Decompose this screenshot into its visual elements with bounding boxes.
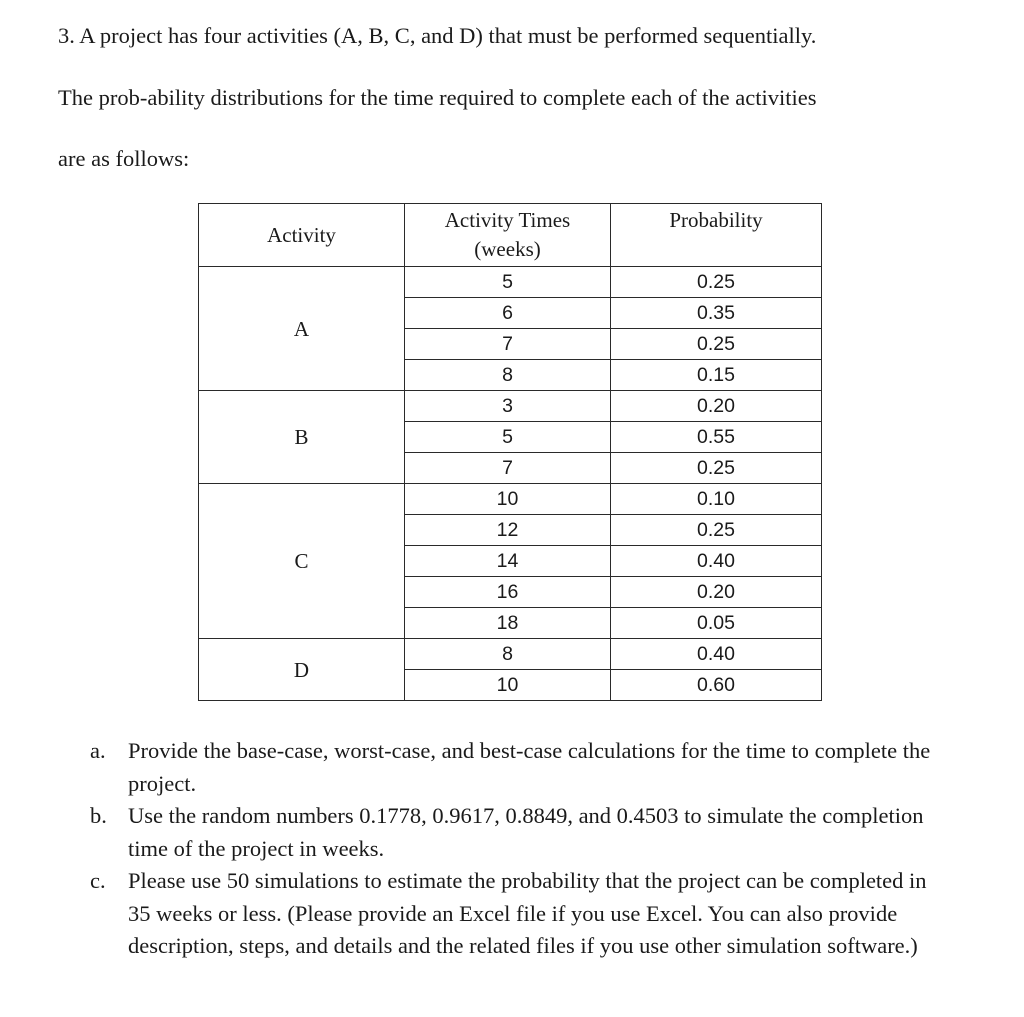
- table-row: [199, 484, 822, 515]
- activity-time-cell: 5: [405, 267, 611, 298]
- question-text: Use the random numbers 0.1778, 0.9617, 0.8849, and 0.4503 to simulate the completion time of the project in weeks.: [128, 803, 924, 861]
- activity-time-cell: 14: [405, 546, 611, 577]
- question-text: Provide the base-case, worst-case, and best-case calculations for the time to complete the project.: [128, 738, 931, 796]
- header-probability: Probability: [611, 204, 822, 267]
- table-body: [199, 267, 822, 701]
- activity-time-cell: 18: [405, 608, 611, 639]
- question-marker: c.: [90, 868, 106, 893]
- question-item: [90, 865, 950, 963]
- activity-time-cell: 7: [405, 453, 611, 484]
- activity-time-cell: 3: [405, 391, 611, 422]
- probability-cell: 0.25: [611, 453, 822, 484]
- probability-cell: 0.25: [611, 267, 822, 298]
- activity-time-cell: 7: [405, 329, 611, 360]
- activity-time-cell: 12: [405, 515, 611, 546]
- question-item: [90, 800, 950, 865]
- problem-intro-line-3: are as follows:: [58, 146, 190, 171]
- header-activity-times: [405, 204, 611, 267]
- probability-cell: 0.20: [611, 577, 822, 608]
- probability-cell: 0.60: [611, 670, 822, 701]
- probability-cell: 0.40: [611, 546, 822, 577]
- probability-cell: 0.55: [611, 422, 822, 453]
- probability-cell: 0.15: [611, 360, 822, 391]
- activity-time-cell: 8: [405, 360, 611, 391]
- probability-cell: 0.40: [611, 639, 822, 670]
- activity-distribution-table: [198, 203, 822, 701]
- question-marker: b.: [90, 803, 107, 828]
- header-activity: Activity: [199, 204, 405, 267]
- activity-name-cell: A: [199, 267, 405, 391]
- problem-intro-line-1: 3. A project has four activities (A, B, C, and D) that must be performed sequentially.: [58, 23, 817, 48]
- table-row: [199, 639, 822, 670]
- probability-cell: 0.10: [611, 484, 822, 515]
- table-row: [199, 391, 822, 422]
- probability-cell: 0.25: [611, 329, 822, 360]
- table-header-row: [199, 204, 822, 267]
- activity-time-cell: 6: [405, 298, 611, 329]
- question-marker: a.: [90, 738, 106, 763]
- activity-time-cell: 10: [405, 484, 611, 515]
- activity-time-cell: 5: [405, 422, 611, 453]
- activity-time-cell: 8: [405, 639, 611, 670]
- question-list: [90, 735, 950, 963]
- probability-cell: 0.05: [611, 608, 822, 639]
- table-row: [199, 267, 822, 298]
- question-text: Please use 50 simulations to estimate the probability that the project can be completed in 35 weeks or less. (Please provide an Excel file if you use Excel. You can also provide description, steps, and details and the related files if you use other simulation software.): [128, 868, 927, 958]
- probability-cell: 0.25: [611, 515, 822, 546]
- activity-name-cell: C: [199, 484, 405, 639]
- header-activity-times-line2: (weeks): [474, 237, 541, 261]
- activity-time-cell: 16: [405, 577, 611, 608]
- probability-cell: 0.20: [611, 391, 822, 422]
- probability-cell: 0.35: [611, 298, 822, 329]
- question-item: [90, 735, 950, 800]
- activity-time-cell: 10: [405, 670, 611, 701]
- activity-name-cell: D: [199, 639, 405, 701]
- header-activity-times-line1: Activity Times: [444, 208, 571, 232]
- problem-intro-line-2: The prob-ability distributions for the time required to complete each of the activities: [58, 85, 817, 110]
- activity-name-cell: B: [199, 391, 405, 484]
